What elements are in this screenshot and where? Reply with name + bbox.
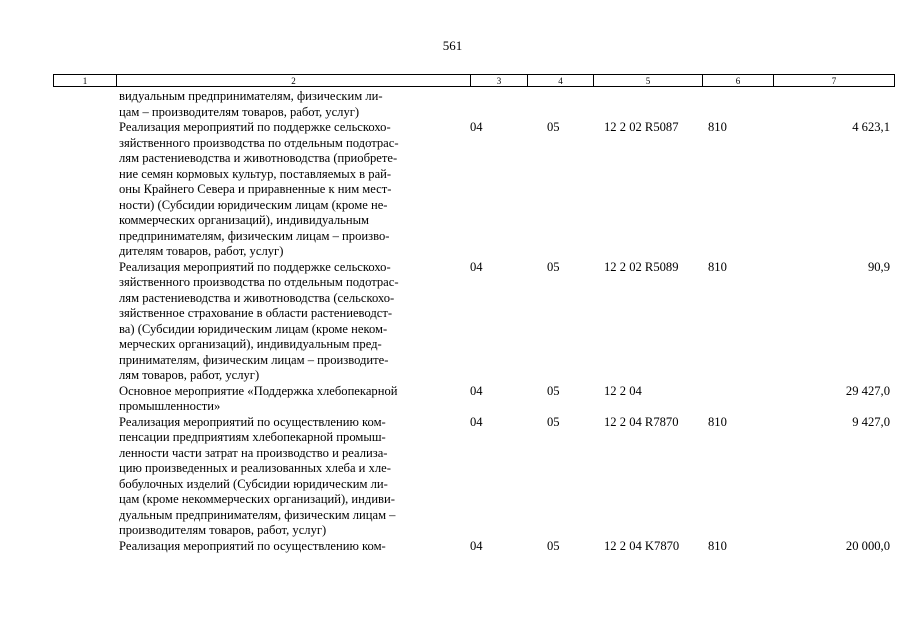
section-code: 04 bbox=[470, 120, 483, 134]
description-line: Основное мероприятие «Поддержка хлебопекарной bbox=[119, 383, 398, 398]
expense-type-code bbox=[702, 384, 773, 415]
target-article-code: 12 2 02 R5089 bbox=[604, 259, 679, 274]
row-description bbox=[53, 260, 470, 384]
target-article-code bbox=[593, 89, 702, 120]
subsection-code bbox=[527, 89, 593, 120]
table-row bbox=[53, 260, 894, 384]
description-line: зяйственного производства по отдельным подотрас- bbox=[119, 135, 399, 150]
expense-type-code: 810 bbox=[708, 120, 727, 134]
target-article-code: 12 2 04 bbox=[604, 383, 642, 398]
description-line: ленности части затрат на производство и реализа- bbox=[119, 445, 388, 460]
target-article-code: 12 2 02 R5087 bbox=[604, 120, 679, 134]
description-line: зяйственного производства по отдельным подотрас- bbox=[119, 275, 399, 289]
description-line: видуальным предпринимателям, физическим ли- bbox=[119, 89, 383, 103]
description-line: Реализация мероприятий по осуществлению ком- bbox=[119, 538, 386, 553]
amount: 29 427,0 bbox=[845, 383, 890, 398]
description-line: промышленности» bbox=[119, 399, 221, 413]
expense-type-code bbox=[702, 89, 773, 120]
amount: 4 623,1 bbox=[852, 120, 890, 134]
subsection-code: 05 bbox=[547, 259, 560, 274]
description-line: производителям товаров, работ, услуг) bbox=[119, 523, 327, 537]
description-line: бобулочных изделий (Субсидии юридическим ли- bbox=[119, 476, 388, 491]
section-code: 04 bbox=[470, 414, 483, 429]
description-line: лям растениеводства и животноводства (сельскохо- bbox=[119, 290, 395, 305]
description-line: ние семян кормовых культур, поставляемых в рай- bbox=[119, 166, 392, 181]
description-line: Реализация мероприятий по поддержке сельскохо- bbox=[119, 259, 391, 274]
description-line: дуальным предпринимателям, физическим лицам – bbox=[119, 507, 396, 522]
description-line: Реализация мероприятий по поддержке сельскохо- bbox=[119, 120, 391, 134]
table-row bbox=[53, 384, 894, 415]
section-code bbox=[470, 89, 527, 120]
table-row bbox=[53, 120, 894, 260]
budget-table bbox=[53, 89, 894, 554]
description-line: лям растениеводства и животноводства (приобрете- bbox=[119, 151, 398, 165]
subsection-code: 05 bbox=[547, 383, 560, 398]
subsection-code: 05 bbox=[547, 120, 560, 134]
row-description bbox=[53, 415, 470, 539]
description-line: дителям товаров, работ, услуг) bbox=[119, 244, 284, 258]
description-line: ва) (Субсидии юридическим лицам (кроме неком- bbox=[119, 321, 388, 336]
description-line: ности) (Субсидии юридическим лицам (кроме не- bbox=[119, 197, 388, 212]
table-row bbox=[53, 89, 894, 120]
row-description bbox=[53, 120, 470, 260]
description-line: оны Крайнего Севера и приравненные к ним мест- bbox=[119, 182, 392, 196]
target-article-code: 12 2 04 R7870 bbox=[604, 414, 679, 429]
column-number-header bbox=[53, 74, 895, 87]
expense-type-code: 810 bbox=[708, 259, 727, 274]
amount bbox=[773, 89, 894, 120]
header-col-4: 4 bbox=[528, 75, 594, 87]
description-line: Реализация мероприятий по осуществлению ком- bbox=[119, 414, 386, 429]
header-col-2: 2 bbox=[117, 75, 471, 87]
subsection-code: 05 bbox=[547, 538, 560, 553]
header-col-7: 7 bbox=[774, 75, 895, 87]
description-line: предпринимателям, физическим лицам – произво- bbox=[119, 228, 390, 243]
description-line: пенсации предприятиям хлебопекарной промыш- bbox=[119, 430, 386, 444]
row-description bbox=[53, 384, 470, 415]
header-col-6: 6 bbox=[703, 75, 774, 87]
row-description bbox=[53, 89, 470, 120]
description-line: лям товаров, работ, услуг) bbox=[119, 368, 260, 382]
target-article-code: 12 2 04 K7870 bbox=[604, 538, 680, 553]
table-row bbox=[53, 415, 894, 539]
amount: 90,9 bbox=[867, 259, 890, 274]
section-code: 04 bbox=[470, 383, 483, 398]
section-code: 04 bbox=[470, 538, 483, 553]
description-line: цам – производителям товаров, работ, услуг) bbox=[119, 104, 360, 119]
expense-type-code: 810 bbox=[708, 414, 727, 429]
header-col-5: 5 bbox=[594, 75, 703, 87]
table-row bbox=[53, 539, 894, 555]
section-code: 04 bbox=[470, 259, 483, 274]
header-col-3: 3 bbox=[471, 75, 528, 87]
amount: 20 000,0 bbox=[845, 538, 890, 553]
amount: 9 427,0 bbox=[852, 414, 890, 429]
page-number: 561 bbox=[442, 38, 463, 53]
row-description bbox=[53, 539, 470, 555]
description-line: мерческих организаций), индивидуальным пред- bbox=[119, 337, 382, 351]
description-line: коммерческих организаций), индивидуальным bbox=[119, 213, 370, 227]
header-col-1: 1 bbox=[54, 75, 117, 87]
expense-type-code: 810 bbox=[708, 538, 727, 553]
description-line: цам (кроме некоммерческих организаций), индиви- bbox=[119, 492, 395, 506]
subsection-code: 05 bbox=[547, 414, 560, 429]
description-line: принимателям, физическим лицам – производите- bbox=[119, 352, 389, 367]
description-line: зяйственное страхование в области растениеводст- bbox=[119, 306, 393, 320]
description-line: цию произведенных и реализованных хлеба и хле- bbox=[119, 461, 391, 475]
